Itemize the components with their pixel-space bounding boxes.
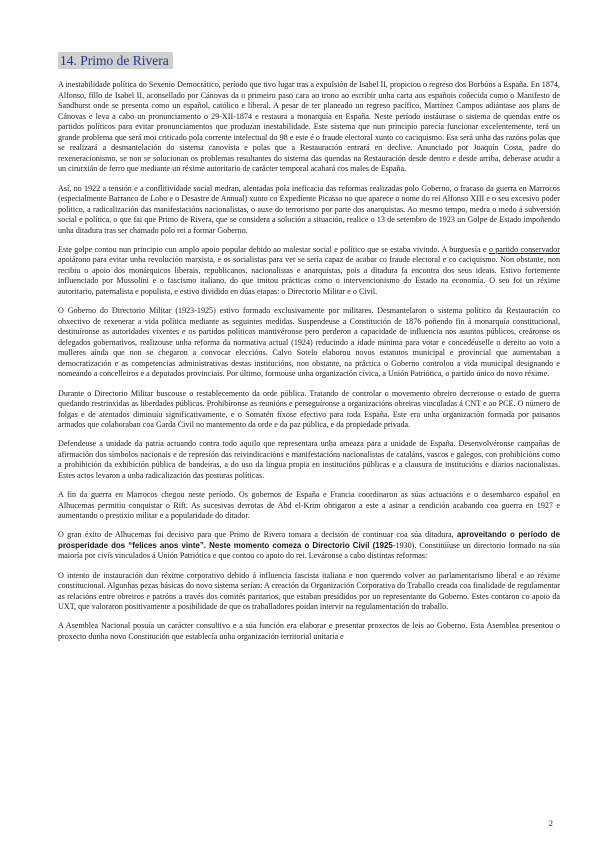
paragraph-civil-directory xyxy=(58,530,560,562)
text-span: -1930). Constitúíuse un directorio formado na súa maioría por civís vinculados á Unión Patriótica e que contou co apoio do rei. Leváronse a cabo distintas reformas: xyxy=(58,540,560,561)
paragraph-national-assembly: A Asemblea Nacional posuía un carácter consultivo e a súa función era elaborar e presentar proxectos de leis ao Goberno. Esta Asemblea presentou o proxecto dunha novo Constitución que establecía unha organización territorial unitaria e xyxy=(58,621,560,641)
paragraph-morocco-war: A fin da guerra en Marrocos chegou neste período. Os gobernos de España e Francia coordinaron as súas actuacións e o desembarco español en Alhucemas permitiu conquistar o Rift. As sucesivas derrotas de Abd el-Krim obrigaron a este a asinar a rendición acabando coa guerra en 1927 e aumentando o prestixio militar e a popularidade do ditador. xyxy=(58,490,560,521)
paragraph-popular-support xyxy=(58,245,560,298)
underlined-text: o partido conservador xyxy=(488,244,561,254)
paragraph-corporative-regime: O intento de instauración dun réxime corporativo debido á influencia fascista italiana e non querendo volver ao parlamentarismo liberal e ao réxime constitucional. Algunhas pezas básicas do novo sistema serían: A creación da Organización Corporativa do Traballo creada coa finalidade de regulamentar as relacións entre obreiros e patróns a través dos comités paritarios, que estaban presididos por un representante do Goberno. Estes contaron co apoio da UXT, que valoraron positivamente a posibilidade de que os traballadores poidan intervir na regulamentación do traballo. xyxy=(58,570,560,612)
document-page xyxy=(58,52,560,651)
emphasized-text: aproveitando o período de prosperidade dos “felices anos vinte”. Neste momento comeza o Directorio Civil (1925 xyxy=(58,530,560,550)
text-span: O gran éxito de Alhucemas foi decisivo para que Primo de Rivera tomara a decisión de continuar coa súa ditadura, xyxy=(58,530,457,540)
section-title: 14. Primo de Rivera xyxy=(58,52,173,69)
paragraph-public-order: Durante o Directorio Militar buscouse o restablecemento da orde pública. Tratando de controlar o movemento obreiro decretouse o estado de guerra quedando restrinxidas as liberdades públicas. Prohibíronse as reunións e perseguíronse a organizacións obreiras vinculadas á CNT e ao PCE. O número de folgas e de atentados diminuíu significativamente, e o Somatén fíxose efectivo para toda España. Este era unha organización formada por paisanos armados que colaboraban coa Garda Civil no mantemento da orde e da paz pública, e da propiedade privada. xyxy=(58,388,560,430)
paragraph-restoration: A inestabilidade política do Sexenio Democrático, período que tivo lugar tras a expulsión de Isabel II, propiciou o regreso dos Borbóns a España. En 1874, Alfonso, fillo de Isabel II, aconsellado por Cánovas da o primeiro paso cara ao trono ao escribir unha carta aos españois coñecida como o Manifesto de Sandhurst onde se presenta como un español, católico e liberal. A pesar de ter planeado un regreso pacífico, Martínez Campos adiántase aos plans de Cánovas e leva a cabo un pronunciamento o 29-XII-1874 e restaura a monarquía en España. Neste período instáurase o sistema de quendas entre os partidos políticos para evitar pronunciamentos que produzan inestabilidade. Este sistema que nun principio parecía funcionar excelentemente, terá un grande problema que será moi criticado pola corrente intelectual do 98 e este é o fraude electoral xunto co caciquismo. Esa será unha das razóns polas que se realizará a desmantelación do sistema canovista e polas que a Restauración entrará en declive. Anunciado por Joaquín Costa, padre do rexeneracionismo, se non se solucionan os problemas resultantes do sistema das quendas na Restauración desde dentro e desde arriba, deberase acudir a un cirurxián de ferro que mediante un réxime autoritario de carácter temporal acabará cos males de España. xyxy=(58,80,560,174)
text-span: Este golpe contou nun principio cun amplo apoio popular debido ao malestar social e político que se estaba vivindo. A burguesía e xyxy=(58,244,489,254)
paragraph-military-directory: O Goberno do Directorio Militar (1923-1925) estivo formado exclusivamente por militares. Desmantelaron o sistema político da Restauración co obxectivo de rexenerar a vida política mediante as seguintes medidas. Suspendeuse a Constitución de 1876 poñendo fin á monarquía constitucional, destituíronse as autoridades vixentes e os partidos políticos mantivéronse pero perderon a capacidade de influencia nos asuntos públicos, creáronse os delegados gobernativos, realizouse unha reforma da normativa actual (1924) reducindo a idade mínima para votar e concedéuselle o dereito ao voto a mulleres aínda que non se chegaron a convocar eleccións. Calvo Sotelo elaborou novos estatutos municipal e provincial que aumentaban a democratización e as competencias administrativas destas institucións, non obstante, na práctica o Goberno controlou a vida municipal designando e nomeando a concelleiros e a deputados provinciais. Por último, formouse unha organización cívica, a Unión Patriótica, o partido único do novo réxime. xyxy=(58,306,560,379)
paragraph-coup-1923: Así, no 1922 a tensión e a conflitividade social medran, alentadas pola ineficacia das reformas realizadas polo Goberno, o fracaso da guerra en Marrocos (especialmente Barranco de Lobo e o Desastre de Annual) xunto co Expediente Picasso no que aparece o nome do rei Alfonso XIII e o seu excesivo poder político, a radicalización das manifestacións nacionalistas, o auxe do terrorismo por parte dos anarquistas. Ao mesmo tempo, medra o medo á subversión social e política, o que fai que Primo de Rivera, que se considera a solución a situación, realice o 13 de setembro de 1923 un Golpe de Estado impoñendo unha ditadura tras ser chamado polo rei a formar Goberno. xyxy=(58,183,560,235)
paragraph-national-unity: Defendeuse a unidade da patria actuando contra todo aquilo que representara unha ameaza para a unidade de España. Desenvolvéronse campañas de afirmación dos símbolos nacionais e de represión das reivindicacións e manifestacións nacionalistas de cataláns, vascos e galegos, con prohibicións como a prohibición da exhibición pública de bandeiras, a do uso da lingua propia en institucións públicas e a clausura de institucións e diarios nacionalistas. Estes actos levaron a unha radicalización das posturas políticas. xyxy=(58,439,560,481)
page-number: 2 xyxy=(548,818,553,828)
text-span: apoiárono para evitar unha revolución marxista, e os socialistas para ver se sería capaz de acabar co fraude electoral e co caciquismo. Non obstante, non recibiu o apoio dos monárquicos liberais, republicanos, nacionalistas e anarquistas, pois a ditadura fa encontra dos seus ideais. Estivo fortemente influenciado por Mussolini e o fascismo italiano, do que imitou prácticas como o intervencionismo do Estado na economía. O seu foi un réxime autoritario, paternalista e populista, e estivo dividido en dúas etapas: o Directorio Militar e o Civil. xyxy=(58,255,560,297)
